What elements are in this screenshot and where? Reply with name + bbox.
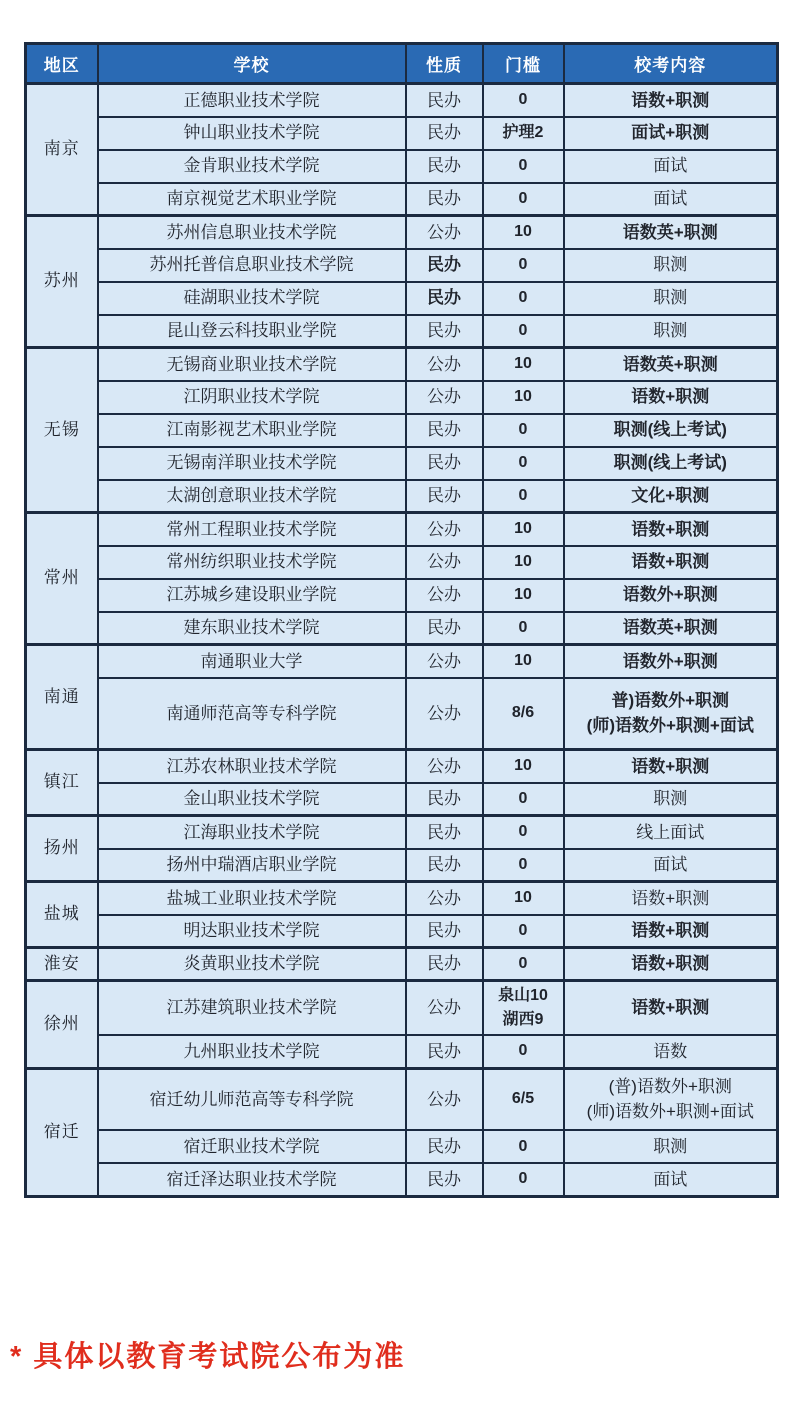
nature-cell: 公办: [406, 750, 483, 783]
threshold-cell: 0: [483, 612, 564, 645]
school-cell: 苏州托普信息职业技术学院: [98, 249, 406, 282]
exam-cell: 语数+职测: [564, 84, 778, 117]
exam-cell: 职测: [564, 315, 778, 348]
table-row: [26, 183, 778, 216]
school-cell: 金山职业技术学院: [98, 783, 406, 816]
school-cell: 宿迁职业技术学院: [98, 1130, 406, 1163]
nature-cell: 民办: [406, 150, 483, 183]
school-cell: 明达职业技术学院: [98, 915, 406, 948]
region-cell: 无锡: [26, 348, 98, 513]
region-cell: 南京: [26, 84, 98, 216]
nature-cell: 公办: [406, 513, 483, 546]
threshold-cell: 0: [483, 915, 564, 948]
exam-cell: 语数英+职测: [564, 348, 778, 381]
nature-cell: 公办: [406, 882, 483, 915]
nature-cell: 公办: [406, 1068, 483, 1130]
table-row: [26, 579, 778, 612]
threshold-cell: 0: [483, 849, 564, 882]
table-row: [26, 348, 778, 381]
table-row: [26, 447, 778, 480]
school-cell: 江海职业技术学院: [98, 816, 406, 849]
table-header-row: [26, 44, 778, 84]
region-cell: 扬州: [26, 816, 98, 882]
threshold-cell: 0: [483, 948, 564, 981]
threshold-cell: 10: [483, 882, 564, 915]
nature-cell: 民办: [406, 948, 483, 981]
nature-cell: 民办: [406, 783, 483, 816]
school-cell: 扬州中瑞酒店职业学院: [98, 849, 406, 882]
exam-cell: 面试: [564, 849, 778, 882]
threshold-cell: 0: [483, 447, 564, 480]
threshold-cell: 10: [483, 750, 564, 783]
nature-cell: 民办: [406, 1130, 483, 1163]
school-cell: 江阴职业技术学院: [98, 381, 406, 414]
nature-cell: 民办: [406, 816, 483, 849]
threshold-cell: 0: [483, 1163, 564, 1196]
exam-cell: 面试: [564, 1163, 778, 1196]
school-cell: 炎黄职业技术学院: [98, 948, 406, 981]
nature-cell: 民办: [406, 915, 483, 948]
threshold-cell: 10: [483, 216, 564, 249]
school-cell: 建东职业技术学院: [98, 612, 406, 645]
school-cell: 南京视觉艺术职业学院: [98, 183, 406, 216]
nature-cell: 民办: [406, 1163, 483, 1196]
nature-cell: 公办: [406, 348, 483, 381]
nature-cell: 民办: [406, 849, 483, 882]
table-row: [26, 216, 778, 249]
nature-cell: 民办: [406, 183, 483, 216]
column-header-region: 地区: [26, 44, 98, 84]
column-header-school: 学校: [98, 44, 406, 84]
exam-cell: 语数外+职测: [564, 645, 778, 678]
school-cell: 九州职业技术学院: [98, 1035, 406, 1068]
exam-cell: 文化+职测: [564, 480, 778, 513]
table-row: [26, 981, 778, 1036]
page: [0, 42, 800, 1424]
nature-cell: 公办: [406, 981, 483, 1036]
school-cell: 硅湖职业技术学院: [98, 282, 406, 315]
column-header-nature: 性质: [406, 44, 483, 84]
region-cell: 淮安: [26, 948, 98, 981]
school-cell: 昆山登云科技职业学院: [98, 315, 406, 348]
school-cell: 南通师范高等专科学院: [98, 678, 406, 750]
exam-cell: 普)语数外+职测 (师)语数外+职测+面试: [564, 678, 778, 750]
column-header-threshold: 门槛: [483, 44, 564, 84]
school-cell: 正德职业技术学院: [98, 84, 406, 117]
exam-cell: 面试+职测: [564, 117, 778, 150]
nature-cell: 公办: [406, 645, 483, 678]
threshold-cell: 10: [483, 348, 564, 381]
school-cell: 太湖创意职业技术学院: [98, 480, 406, 513]
threshold-cell: 0: [483, 480, 564, 513]
school-cell: 盐城工业职业技术学院: [98, 882, 406, 915]
nature-cell: 民办: [406, 84, 483, 117]
nature-cell: 民办: [406, 414, 483, 447]
threshold-cell: 10: [483, 645, 564, 678]
exam-cell: 语数+职测: [564, 381, 778, 414]
school-cell: 无锡商业职业技术学院: [98, 348, 406, 381]
school-cell: 江苏城乡建设职业学院: [98, 579, 406, 612]
school-cell: 南通职业大学: [98, 645, 406, 678]
exam-cell: 语数+职测: [564, 513, 778, 546]
table-row: [26, 783, 778, 816]
exam-cell: 职测(线上考试): [564, 414, 778, 447]
table-row: [26, 612, 778, 645]
school-cell: 江南影视艺术职业学院: [98, 414, 406, 447]
table-row: [26, 1163, 778, 1196]
table-row: [26, 882, 778, 915]
exam-cell: 语数+职测: [564, 546, 778, 579]
exam-cell: 语数英+职测: [564, 216, 778, 249]
exam-cell: 语数+职测: [564, 981, 778, 1036]
exam-cell: 职测: [564, 249, 778, 282]
exam-cell: 语数+职测: [564, 750, 778, 783]
threshold-cell: 10: [483, 381, 564, 414]
threshold-cell: 泉山10 湖西9: [483, 981, 564, 1036]
exam-cell: 语数: [564, 1035, 778, 1068]
threshold-cell: 护理2: [483, 117, 564, 150]
school-cell: 常州纺织职业技术学院: [98, 546, 406, 579]
nature-cell: 民办: [406, 447, 483, 480]
table-row: [26, 117, 778, 150]
threshold-cell: 10: [483, 579, 564, 612]
table-row: [26, 315, 778, 348]
table-row: [26, 513, 778, 546]
threshold-cell: 0: [483, 1130, 564, 1163]
nature-cell: 民办: [406, 249, 483, 282]
school-cell: 常州工程职业技术学院: [98, 513, 406, 546]
exam-cell: 职测: [564, 783, 778, 816]
table-row: [26, 249, 778, 282]
nature-cell: 公办: [406, 381, 483, 414]
region-cell: 苏州: [26, 216, 98, 348]
threshold-cell: 0: [483, 414, 564, 447]
exam-cell: 语数+职测: [564, 915, 778, 948]
threshold-cell: 0: [483, 1035, 564, 1068]
exam-cell: 职测: [564, 1130, 778, 1163]
table-row: [26, 645, 778, 678]
school-cell: 江苏建筑职业技术学院: [98, 981, 406, 1036]
nature-cell: 公办: [406, 579, 483, 612]
table-row: [26, 480, 778, 513]
threshold-cell: 0: [483, 783, 564, 816]
table-row: [26, 1068, 778, 1130]
nature-cell: 公办: [406, 678, 483, 750]
threshold-cell: 0: [483, 150, 564, 183]
nature-cell: 民办: [406, 315, 483, 348]
region-cell: 盐城: [26, 882, 98, 948]
threshold-cell: 6/5: [483, 1068, 564, 1130]
exam-cell: (普)语数外+职测 (师)语数外+职测+面试: [564, 1068, 778, 1130]
school-cell: 无锡南洋职业技术学院: [98, 447, 406, 480]
table-row: [26, 849, 778, 882]
threshold-cell: 10: [483, 546, 564, 579]
threshold-cell: 10: [483, 513, 564, 546]
region-cell: 宿迁: [26, 1068, 98, 1196]
region-cell: 南通: [26, 645, 98, 750]
table-row: [26, 678, 778, 750]
threshold-cell: 0: [483, 84, 564, 117]
table-row: [26, 750, 778, 783]
table-row: [26, 546, 778, 579]
table-row: [26, 1130, 778, 1163]
table-row: [26, 150, 778, 183]
school-cell: 宿迁幼儿师范高等专科学院: [98, 1068, 406, 1130]
threshold-cell: 0: [483, 183, 564, 216]
exam-cell: 职测(线上考试): [564, 447, 778, 480]
nature-cell: 民办: [406, 480, 483, 513]
exam-cell: 面试: [564, 150, 778, 183]
school-cell: 苏州信息职业技术学院: [98, 216, 406, 249]
threshold-cell: 0: [483, 315, 564, 348]
region-cell: 徐州: [26, 981, 98, 1069]
table-row: [26, 816, 778, 849]
footer-note: * 具体以教育考试院公布为准: [10, 1341, 406, 1373]
school-cell: 宿迁泽达职业技术学院: [98, 1163, 406, 1196]
school-cell: 钟山职业技术学院: [98, 117, 406, 150]
school-cell: 江苏农林职业技术学院: [98, 750, 406, 783]
table-row: [26, 381, 778, 414]
nature-cell: 公办: [406, 216, 483, 249]
table-row: [26, 282, 778, 315]
table-row: [26, 915, 778, 948]
table-row: [26, 414, 778, 447]
exam-cell: 线上面试: [564, 816, 778, 849]
exam-cell: 语数+职测: [564, 882, 778, 915]
column-header-exam-content: 校考内容: [564, 44, 778, 84]
exam-cell: 语数英+职测: [564, 612, 778, 645]
exam-cell: 语数外+职测: [564, 579, 778, 612]
nature-cell: 民办: [406, 1035, 483, 1068]
table-body: [26, 84, 778, 1197]
table-row: [26, 948, 778, 981]
exam-cell: 面试: [564, 183, 778, 216]
school-cell: 金肯职业技术学院: [98, 150, 406, 183]
region-cell: 镇江: [26, 750, 98, 816]
table-row: [26, 1035, 778, 1068]
table-row: [26, 84, 778, 117]
school-exam-table: [24, 42, 779, 1198]
threshold-cell: 0: [483, 249, 564, 282]
threshold-cell: 0: [483, 816, 564, 849]
nature-cell: 民办: [406, 612, 483, 645]
exam-cell: 语数+职测: [564, 948, 778, 981]
threshold-cell: 0: [483, 282, 564, 315]
nature-cell: 民办: [406, 117, 483, 150]
exam-cell: 职测: [564, 282, 778, 315]
region-cell: 常州: [26, 513, 98, 645]
nature-cell: 公办: [406, 546, 483, 579]
threshold-cell: 8/6: [483, 678, 564, 750]
nature-cell: 民办: [406, 282, 483, 315]
